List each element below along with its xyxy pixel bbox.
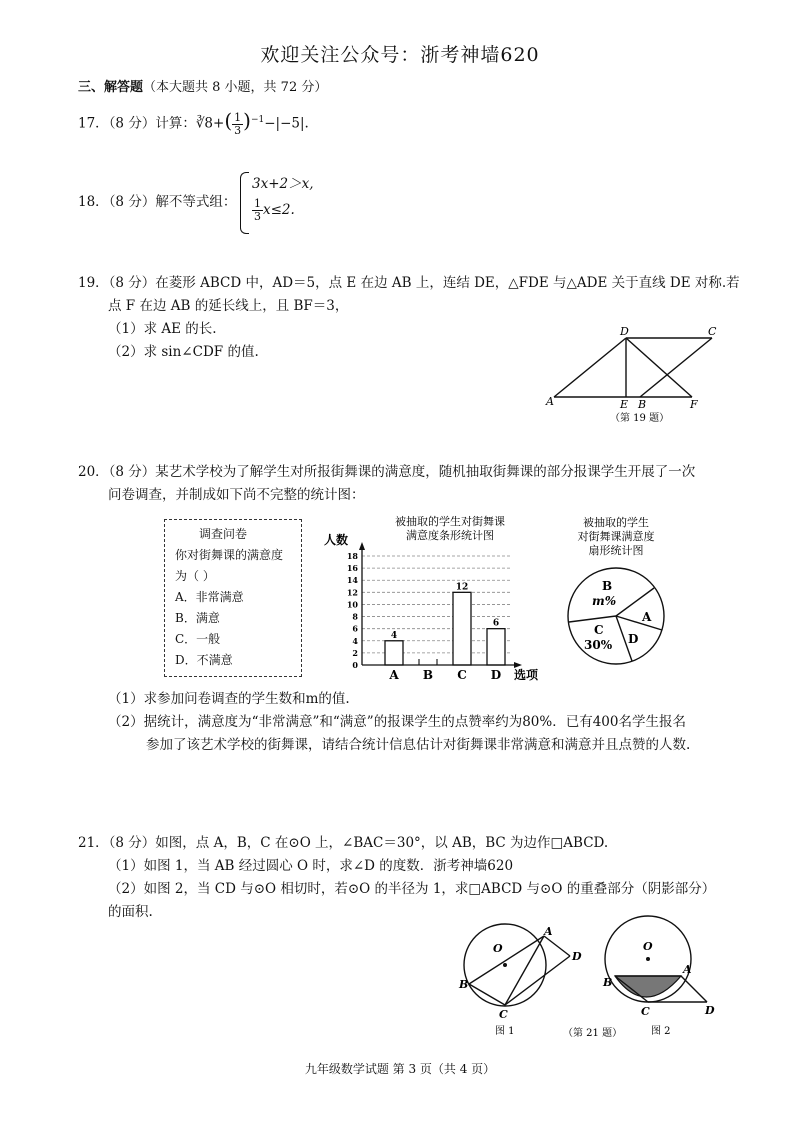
- q19-label-B: B: [638, 398, 647, 411]
- q21-figure-2: [602, 916, 715, 1037]
- q19-line2: 点 F 在边 AB 的延长线上，且 BF＝3，: [108, 298, 349, 314]
- q18-fraction: [252, 198, 263, 223]
- question-17: 17．（8 分）计算：∛8+( $\frac{1}{3}$ )$^{-1}$−|−5|.: [78, 108, 309, 137]
- q20-sub1: （1）求参加问卷调查的学生数和m的值.: [108, 691, 350, 707]
- q21-sub2b: 的面积.: [108, 904, 153, 920]
- section-note: （本大题共 8 小题，共 72 分）: [143, 80, 328, 95]
- bar-category-label-A: A: [389, 668, 399, 682]
- pie-value-b: m%: [592, 594, 617, 608]
- q21-sub2a: （2）如图 2，当 CD 与⊙O 相切时，若⊙O 的半径为 1，求□ABCD 与⊙O 的重叠部分（阴影部分）: [108, 881, 716, 897]
- q20-line1: 20．（8 分）某艺术学校为了解学生对所报街舞课的满意度，随机抽取街舞课的部分报课学生开展了一次: [78, 464, 696, 480]
- bar-value-label-D: 6: [492, 618, 500, 629]
- pie-label-d: D: [628, 632, 639, 646]
- q21-f1-label-A: A: [544, 925, 553, 938]
- question-18: [78, 192, 236, 212]
- q21-fig1-label: 图 1: [495, 1026, 515, 1037]
- bar-ytick-label: 12: [346, 587, 358, 598]
- q18-number: 18．: [78, 194, 109, 210]
- q21-f2-label-D: D: [705, 1004, 715, 1017]
- q19-figure: [540, 325, 730, 430]
- survey-q1: 你对街舞课的满意度: [175, 548, 284, 562]
- bar-chart-subtitle: 满意度条形统计图: [406, 529, 494, 542]
- survey-opt-b: B．满意: [175, 611, 220, 625]
- q17-number: 17．: [78, 115, 109, 132]
- bar-B-missing: [419, 659, 437, 665]
- q21-f2-label-C: C: [641, 1005, 650, 1018]
- q21-fig2-label: 图 2: [651, 1026, 671, 1037]
- q18-score: （8 分）解不等式组：: [108, 194, 237, 210]
- q18-ineq2-text: x≤2.: [263, 202, 295, 218]
- bar-ytick-label: 2: [352, 647, 358, 658]
- q17-fraction: [232, 112, 243, 137]
- bar-chart-y-arrow: [359, 542, 365, 550]
- q19-label-D: D: [620, 325, 629, 338]
- survey-q2: 为（ ）: [175, 569, 215, 583]
- q19-label-F: F: [690, 398, 698, 411]
- bar-D: [487, 629, 505, 665]
- q21-figures: [455, 912, 725, 1037]
- q17-root: ∛8: [195, 115, 214, 132]
- q19-label-E: E: [620, 398, 629, 411]
- pie-label-a: A: [642, 610, 652, 624]
- pie-chart-title: 被抽取的学生: [583, 516, 649, 529]
- pie-divider-cb: [569, 616, 616, 622]
- q21-figure-1: [458, 924, 582, 1037]
- bar-chart-xlabel: 选项: [514, 668, 539, 682]
- q17-frac-den: 3: [234, 123, 242, 137]
- pie-divider-ad: [616, 616, 662, 630]
- page-footer: 九年级数学试题 第 3 页（共 4 页）: [304, 1062, 496, 1076]
- q17-plus: +: [213, 115, 225, 132]
- q19-line1: 19．（8 分）在菱形 ABCD 中，AD＝5，点 E 在边 AB 上，连结 DE，△FDE 与△ADE 关于直线 DE 对称.若: [78, 275, 740, 291]
- page-header: 欢迎关注公众号：浙考神墙620: [260, 44, 540, 66]
- q21-f1-label-B: B: [459, 978, 469, 991]
- q17-frac-num: 1: [234, 110, 242, 124]
- survey-title: 调查问卷: [199, 527, 248, 541]
- pie-label-c: C: [594, 623, 604, 637]
- bar-C: [453, 592, 471, 665]
- q21-f2-label-B: B: [603, 976, 613, 989]
- q21-line1: 21．（8 分）如图，点 A，B，C 在⊙O 上，∠BAC＝30°，以 AB，BC 为边作□ABCD.: [78, 835, 609, 851]
- q21-f2-label-O: O: [643, 940, 653, 953]
- bar-category-label-C: C: [457, 668, 467, 682]
- q20-sub2a: （2）据统计，满意度为“非常满意”和“满意”的报课学生的点赞率约为80%．已有400名学生报名: [108, 714, 686, 730]
- pie-chart-subtitle2: 扇形统计图: [588, 544, 644, 557]
- pie-value-c: 30%: [584, 638, 613, 652]
- q17-exponent: −1: [250, 115, 265, 125]
- survey-opt-c: C．一般: [175, 632, 221, 646]
- q21-f1-label-D: D: [572, 950, 582, 963]
- q19-sub2: （2）求 sin∠CDF 的值.: [108, 344, 259, 360]
- q18-frac-den: 3: [254, 210, 261, 223]
- bar-ytick-label: 6: [352, 623, 358, 634]
- pie-chart: [560, 512, 672, 672]
- bar-category-label-B: B: [422, 668, 434, 682]
- q18-frac-num: 1: [254, 197, 261, 210]
- q21-sub1: （1）如图 1，当 AB 经过圆心 O 时，求∠D 的度数．浙考神墙620: [108, 858, 514, 874]
- q18-brace: [240, 172, 249, 234]
- survey-opt-d: D．不满意: [175, 653, 233, 667]
- q19-label-C: C: [708, 325, 717, 338]
- bar-ytick-label: 0: [352, 660, 358, 670]
- bar-ytick-label: 18: [346, 551, 358, 561]
- bar-ytick-label: 16: [346, 563, 358, 574]
- bar-ytick-label: 10: [346, 599, 358, 610]
- q19-caption: （第 19 题）: [610, 413, 670, 424]
- section-title: [78, 78, 327, 98]
- q21-f1-label-O: O: [493, 942, 503, 955]
- section-title-main: 三、解答题: [78, 80, 144, 95]
- bar-chart-ylabel: 人数: [324, 533, 349, 547]
- pie-chart-subtitle: 对街舞课满意度: [577, 530, 655, 543]
- bar-ytick-label: 4: [352, 635, 358, 646]
- q18-ineq1: 3x+2＞x,: [252, 176, 314, 192]
- bar-chart-title: 被抽取的学生对街舞课: [395, 515, 505, 528]
- bar-A: [385, 641, 403, 665]
- q21-caption: （第 21 题）: [563, 1028, 623, 1037]
- bar-ytick-label: 14: [346, 575, 358, 586]
- bar-value-label-C: 12: [455, 582, 469, 593]
- q20-line2: 问卷调查，并制成如下尚不完整的统计图：: [108, 487, 365, 503]
- q21-f2-label-A: A: [683, 963, 692, 976]
- q17-score: （8 分）计算：: [108, 115, 196, 132]
- q19-sub1: （1）求 AE 的长.: [108, 321, 217, 337]
- survey-box: [164, 519, 302, 677]
- q19-label-A: A: [546, 395, 554, 408]
- bar-chart: [322, 512, 544, 687]
- q21-f1-label-C: C: [499, 1008, 508, 1021]
- bar-value-label-A: 4: [390, 630, 398, 641]
- bar-ytick-label: 8: [352, 611, 358, 622]
- q20-sub2b: 参加了该艺术学校的街舞课，请结合统计信息估计对街舞课非常满意和满意并且点赞的人数.: [146, 737, 691, 753]
- pie-label-b: B: [602, 579, 613, 593]
- bar-category-label-D: D: [490, 668, 502, 682]
- survey-opt-a: A．非常满意: [175, 590, 244, 604]
- q18-ineq2: [252, 198, 295, 223]
- q17-rest: −|−5|.: [264, 115, 309, 132]
